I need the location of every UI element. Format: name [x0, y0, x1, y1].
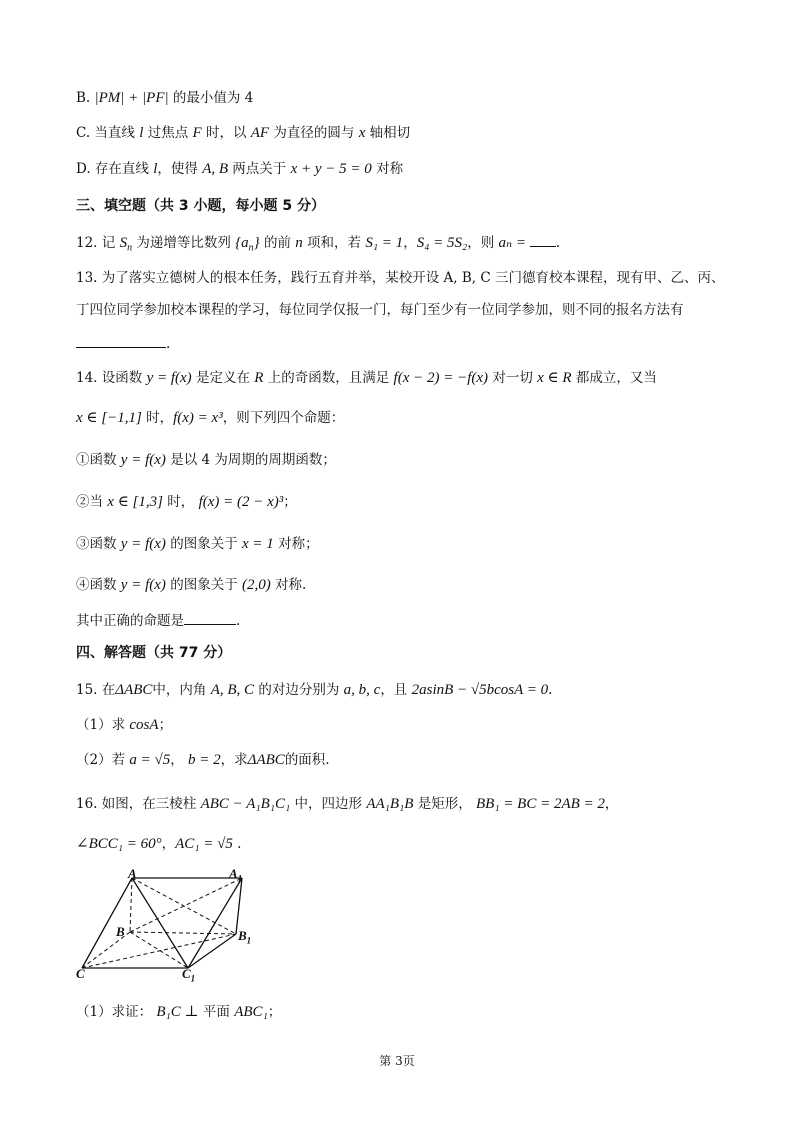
question-16-line-2: ∠BCC₁ = 60°，AC₁ = √5 . — [76, 836, 242, 852]
vertex-label-c1: $C_1$ — [182, 966, 196, 984]
question-14-conclusion: 其中正确的命题是 . — [76, 610, 240, 631]
vertex-label-b1: $B_1$ — [238, 928, 252, 946]
proposition-4: ④函数 y = f(x) 的图象关于 (2,0) 对称. — [76, 577, 307, 593]
question-15: 15. 在ΔABC中，内角 A, B, C 的对边分别为 a, b, c，且 2asinB − √5bcosA = 0. — [76, 682, 553, 698]
option-d: D. 存在直线 l，使得 A, B 两点关于 x + y − 5 = 0 对称 — [76, 161, 404, 177]
vertex-label-a1: $A_1$ — [229, 866, 243, 884]
question-13-line-2: 丁四位同学参加校本课程的学习，每位同学仅报一门，每门至少有一位同学参加，则不同的报名方法有 — [76, 302, 684, 318]
page-number: 第 3页 — [379, 1054, 415, 1068]
question-13-answer: . — [76, 333, 170, 354]
edge-b-c1 — [130, 932, 188, 968]
vertex-label-c: C — [76, 966, 85, 981]
question-12: 12. 记 $S_n$ 为递增等比数列 $\{a_n\}$ 的前 n 项和，若 S₁ = 1，S₄ = 5S₂，则 aₙ = . — [76, 232, 560, 259]
option-b: B. |PM| + |PF| 的最小值为 4 — [76, 90, 254, 106]
proposition-3: ③函数 y = f(x) 的图象关于 x = 1 对称； — [76, 536, 319, 552]
section-solution-title: 四、解答题（共 77 分） — [76, 645, 232, 661]
option-c: C. 当直线 l 过焦点 F 时，以 AF 为直径的圆与 x 轴相切 — [76, 125, 411, 141]
question-16-part-1: （1）求证： B₁C ⊥ 平面 ABC₁； — [76, 1004, 282, 1020]
vertex-label-a: A — [128, 866, 137, 881]
edge-a-c — [82, 878, 132, 968]
answer-blank-13[interactable] — [76, 333, 166, 348]
question-14-line-2: x ∈ [−1,1] 时，f(x) = x³，则下列四个命题： — [76, 410, 345, 426]
proposition-2: ②当 x ∈ [1,3] 时， f(x) = (2 − x)³； — [76, 494, 297, 510]
question-13-line-1: 13. 为了落实立德树人的根本任务，践行五育并举，某校开设 A, B, C 三门德育校本课程，现有甲、乙、丙、 — [76, 270, 725, 286]
edge-b-b1 — [130, 932, 236, 934]
vertex-label-b: B — [116, 924, 125, 939]
answer-blank-14[interactable] — [184, 610, 236, 625]
answer-blank-12[interactable] — [530, 232, 556, 247]
option-b-math: |PM| + |PF| — [94, 90, 169, 106]
question-15-part-1: （1）求 cosA； — [76, 717, 173, 733]
question-16: 16. 如图，在三棱柱 ABC − A₁B₁C₁ 中，四边形 AA₁B₁B 是矩形， BB₁ = BC = 2AB = 2， — [76, 796, 619, 812]
edge-a-c1 — [132, 878, 188, 968]
question-15-part-2: （2）若 a = √5， b = 2，求ΔABC的面积. — [76, 752, 330, 768]
section-fill-blank-title: 三、填空题（共 3 小题，每小题 5 分） — [76, 198, 325, 214]
proposition-1: ①函数 y = f(x) 是以 4 为周期的周期函数； — [76, 452, 336, 468]
question-14-line-1: 14. 设函数 y = f(x) 是定义在 R 上的奇函数，且满足 f(x − 2) = −f(x) 对一切 x ∈ R 都成立，又当 — [76, 370, 657, 386]
edge-a-b — [130, 878, 132, 932]
edge-a-b1 — [132, 878, 236, 934]
